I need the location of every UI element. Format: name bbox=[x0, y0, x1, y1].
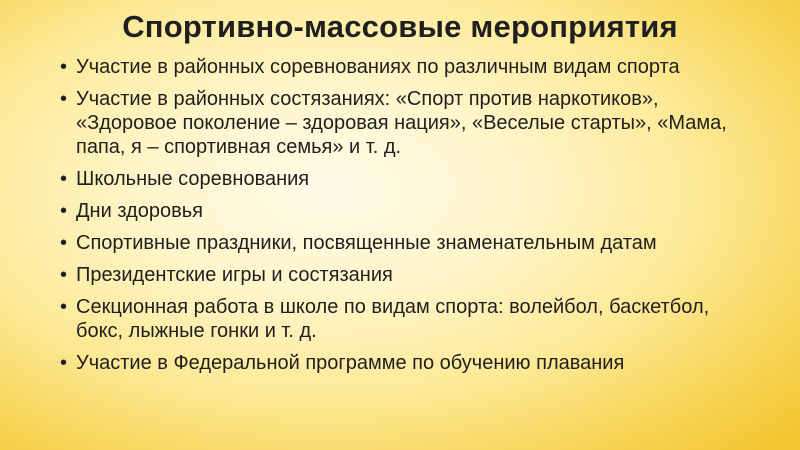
bullet-text: Секционная работа в школе по видам спорта: волейбол, баскетбол, бокс, лыжные гонки и т. д. bbox=[76, 296, 710, 342]
bullet-item bbox=[60, 263, 750, 287]
bullet-text: Участие в районных состязаниях: «Спорт против наркотиков», «Здоровое поколение – здоровая нация», «Веселые старты», «Мама, папа, я – спортивная семья» и т. д. bbox=[76, 88, 727, 158]
bullet-text: Участие в районных соревнованиях по различным видам спорта bbox=[76, 56, 680, 78]
bullet-list bbox=[60, 55, 750, 383]
bullet-text: Спортивные праздники, посвященные знаменательным датам bbox=[76, 232, 657, 254]
bullet-item bbox=[60, 87, 750, 159]
bullet-item bbox=[60, 167, 750, 191]
bullet-item bbox=[60, 351, 750, 375]
bullet-marker: • bbox=[60, 232, 68, 254]
bullet-text: Школьные соревнования bbox=[76, 168, 310, 190]
bullet-marker: • bbox=[60, 264, 68, 286]
bullet-item bbox=[60, 199, 750, 223]
slide-title: Спортивно-массовые мероприятия bbox=[122, 9, 678, 44]
bullet-item bbox=[60, 295, 750, 343]
bullet-marker: • bbox=[60, 296, 68, 318]
bullet-text: Участие в Федеральной программе по обучению плавания bbox=[76, 352, 625, 374]
bullet-marker: • bbox=[60, 200, 68, 222]
bullet-marker: • bbox=[60, 168, 68, 190]
bullet-item bbox=[60, 55, 750, 79]
bullet-marker: • bbox=[60, 352, 68, 374]
bullet-marker: • bbox=[60, 88, 68, 110]
bullet-marker: • bbox=[60, 56, 68, 78]
bullet-text: Дни здоровья bbox=[76, 200, 203, 222]
bullet-text: Президентские игры и состязания bbox=[76, 264, 393, 286]
bullet-item bbox=[60, 231, 750, 255]
